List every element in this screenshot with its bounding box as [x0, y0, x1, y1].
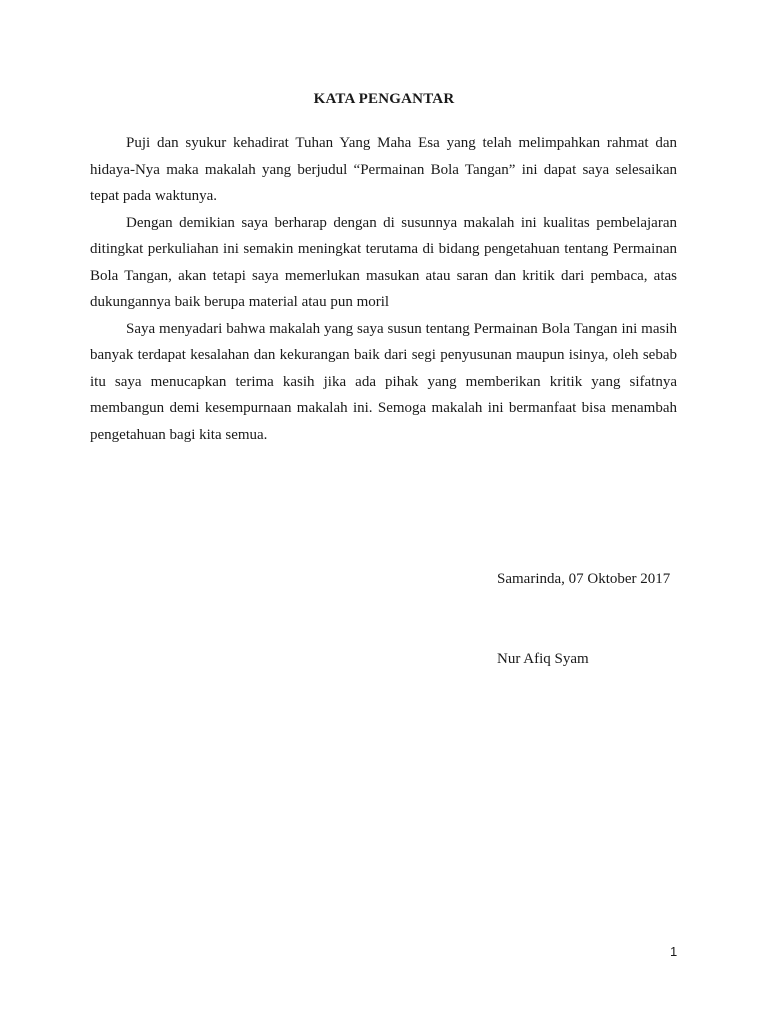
- paragraph-2: Dengan demikian saya berharap dengan di susunnya makalah ini kualitas pembelajaran ditingkat perkuliahan ini semakin meningkat terutama di bidang pengetahuan tentang Permainan Bola Tangan, akan tetapi saya memerlukan masukan atau saran dan kritik dari pembaca, atas dukungannya baik berupa material atau pun moril: [90, 214, 677, 310]
- paragraph-1: Puji dan syukur kehadirat Tuhan Yang Maha Esa yang telah melimpahkan rahmat dan hidaya-Nya maka makalah yang berjudul “Permainan Bola Tangan” ini dapat saya selesaikan tepat pada waktunya.: [90, 135, 677, 204]
- author-name: Nur Afiq Syam: [497, 651, 589, 667]
- closing-place-date: Samarinda, 07 Oktober 2017: [497, 571, 671, 587]
- body-text: [90, 130, 677, 448]
- paragraph-3: Saya menyadari bahwa makalah yang saya susun tentang Permainan Bola Tangan ini masih banyak terdapat kesalahan dan kekurangan baik dari segi penyusunan maupun isinya, oleh sebab itu saya menucapkan terima kasih jika ada pihak yang memberikan kritik yang sifatnya membangun demi kesempurnaan makalah ini. Semoga makalah ini bermanfaat bisa menambah pengetahuan bagi kita semua.: [90, 320, 677, 443]
- page-number: 1: [670, 944, 678, 959]
- page-title: KATA PENGANTAR: [313, 91, 455, 107]
